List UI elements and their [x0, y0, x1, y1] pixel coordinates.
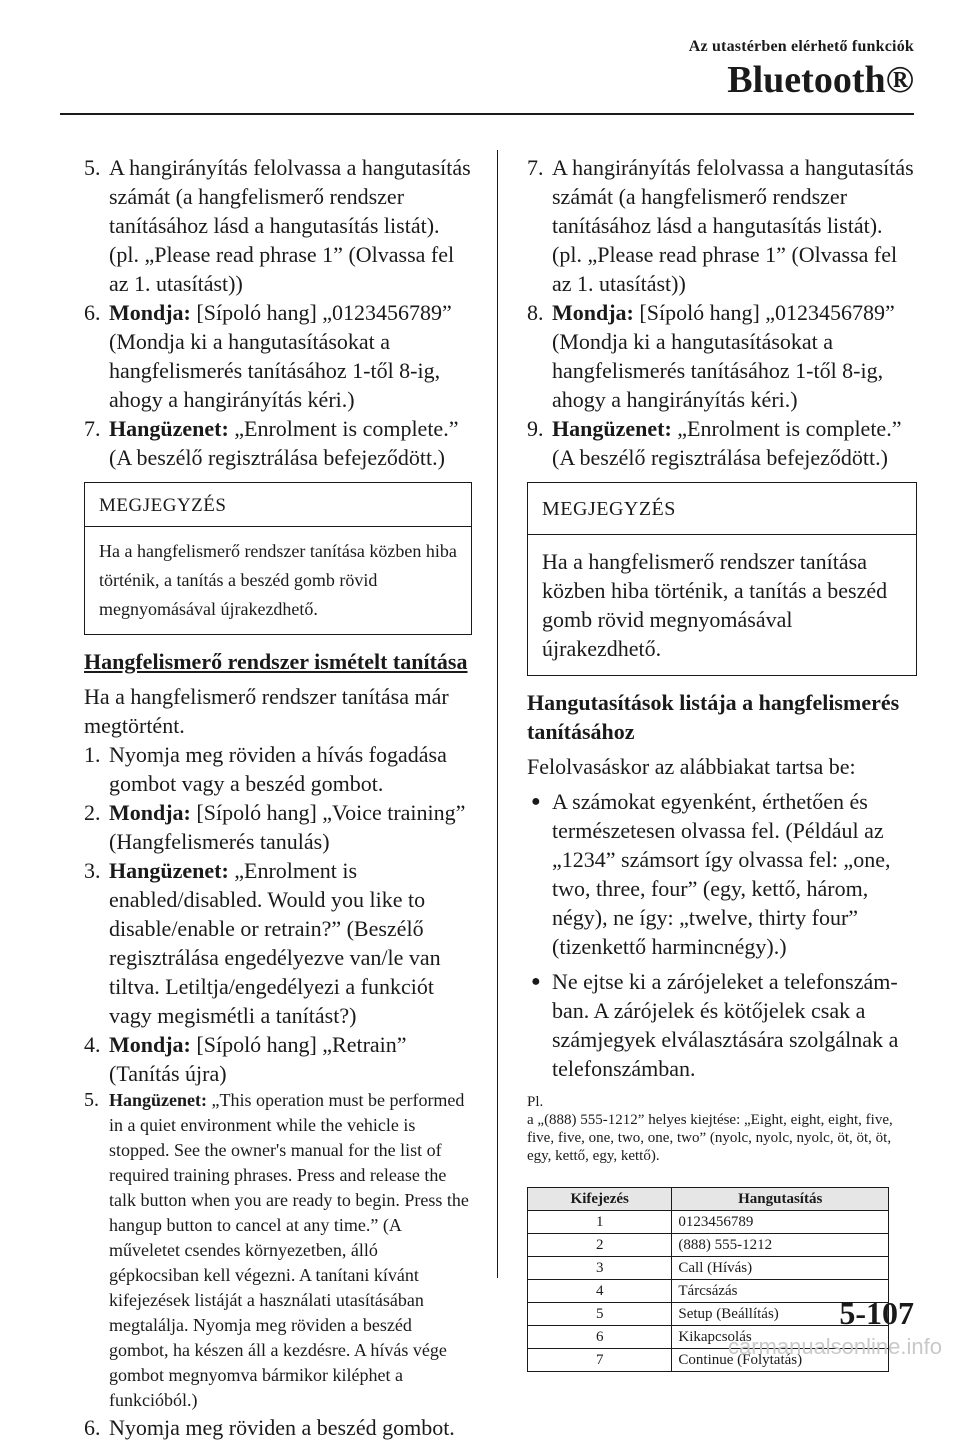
step-keyword: Hangüzenet: [552, 416, 672, 441]
step-item [84, 856, 472, 1030]
step-text: A hangirányítás felolvassa a hangutasítás számát (a hangfelismerő rendszer tanításához lásd a hangutasítás listát). (pl. „Please read phrase 1” (Olvassa fel az 1. utasítást)) [109, 155, 471, 296]
step-list-b [84, 740, 472, 1442]
step-item [84, 1088, 472, 1413]
step-text: [Sípoló hang] „Voice training” (Hangfelismerés tanulás) [109, 800, 466, 854]
step-text: A hangirányítás felolvassa a hangutasítás számát (a hangfelismerő rendszer tanításához lásd a hangutasítás listát). (pl. „Please read phrase 1” (Olvassa fel az 1. utasítást)) [552, 155, 914, 296]
retrain-heading: Hangfelismerő rendszer ismételt tanítása [84, 649, 468, 674]
table-cell: 4 [528, 1280, 672, 1303]
step-list-a [84, 153, 472, 472]
bullet-text: A számokat egyenként, érthetően és természetesen olvassa fel. (Például az „1234” számsort így olvassa fel: „one, two, three, four” (egy, kettő, három, négy), ne így: „twelve, thirty four” (tizenkettő harmincnégy).) [552, 789, 891, 959]
command-list-heading: Hangutasítások listája a hangfelismerés tanításához [527, 690, 900, 744]
step-keyword: Mondja: [109, 800, 191, 825]
bullet-item [527, 787, 917, 961]
page-number: 5-107 [839, 1295, 914, 1331]
table-row [528, 1280, 889, 1303]
table-cell: 6 [528, 1326, 672, 1349]
command-list-intro: Felolvasáskor az alábbiakat tartsa be: [527, 754, 856, 779]
step-number: 9. [527, 416, 544, 441]
right-column [527, 153, 917, 1372]
table-header-cell: Hangutasítás [672, 1188, 889, 1211]
step-text: „Enrolment is complete.” (A beszélő regisztrálása befejeződött.) [552, 416, 902, 470]
step-item [84, 298, 472, 414]
table-cell: 1 [528, 1211, 672, 1234]
table-cell: (888) 555-1212 [672, 1234, 889, 1257]
table-row [528, 1303, 889, 1326]
note-box [84, 482, 472, 635]
example-block [527, 1093, 917, 1165]
table-header-row [528, 1188, 889, 1211]
table-cell: Setup (Beállítás) [672, 1303, 889, 1326]
note-body: Ha a hangfelismerő rendszer tanítása közben hiba történik, a tanítás a beszéd gomb rövid megnyomásával újrakezdhető. [542, 549, 888, 661]
step-keyword: Hangüzenet: [109, 858, 229, 883]
step-number: 4. [84, 1032, 101, 1057]
watermark: carmanualsonline.info [727, 1334, 942, 1359]
bullet-dot-icon: ● [531, 973, 541, 990]
table-header-cell: Kifejezés [528, 1188, 672, 1211]
step-number: 2. [84, 800, 101, 825]
page-title: Bluetooth® [727, 59, 914, 101]
step-keyword: Mondja: [109, 300, 191, 325]
step-text: „This operation must be performed in a quiet environment while the vehicle is stopped. See the owner's manual for the list of required training phrases. Press and release the talk button when you are ready to begin. Press the hangup button to cancel at any time.” (A műveletet csendes környezetben, álló gépkocsiban kell végezni. A tanítani kívánt kifejezések listáját a használati utasításában megtalálja. Nyomja meg röviden a beszéd gombot, ha készen áll a kezdésre. A hívás vége gombot megnyomva bármikor kiléphet a funkcióból.) [109, 1090, 469, 1410]
table-cell: 2 [528, 1234, 672, 1257]
left-column [84, 153, 472, 1442]
step-text: Nyomja meg röviden a hívás fogadása gombot vagy a beszéd gombot. [109, 742, 447, 796]
step-item [84, 740, 472, 798]
step-item [527, 414, 917, 472]
note-body: Ha a hangfelismerő rendszer tanítása közben hiba történik, a tanítás a beszéd gomb rövid megnyomásával újrakezdhető. [99, 541, 457, 619]
table-cell: 0123456789 [672, 1211, 889, 1234]
note-box [527, 482, 917, 676]
table-cell: Call (Hívás) [672, 1257, 889, 1280]
column-divider [497, 150, 498, 1278]
step-item [84, 414, 472, 472]
step-number: 6. [84, 1415, 101, 1440]
header-section: Az utastérben elérhető funkciók [688, 38, 914, 55]
step-item [84, 1413, 472, 1442]
table-cell: 7 [528, 1349, 672, 1372]
table-cell: 5 [528, 1303, 672, 1326]
table-cell: 3 [528, 1257, 672, 1280]
step-keyword: Hangüzenet: [109, 416, 229, 441]
step-number: 3. [84, 858, 101, 883]
step-item [527, 298, 917, 414]
bullet-text: Ne ejtse ki a zárójeleket a telefonszám-ban. A zárójelek és kötőjelek csak a számjegyek elválasztására szolgálnak a telefonszámban. [552, 969, 899, 1081]
step-text: „Enrolment is complete.” (A beszélő regisztrálása befejeződött.) [109, 416, 459, 470]
header-rule [60, 113, 914, 115]
step-number: 1. [84, 742, 101, 767]
example-text: a „(888) 555-1212” helyes kiejtése: „Eight, eight, eight, five, five, five, one, two, one, two” (nyolc, nyolc, nyolc, öt, öt, öt, egy, kettő, egy, kettő). [527, 1112, 893, 1164]
table-row [528, 1234, 889, 1257]
note-title: MEGJEGYZÉS [85, 483, 471, 527]
table-cell: Tárcsázás [672, 1280, 889, 1303]
step-item [527, 153, 917, 298]
bullet-dot-icon: ● [531, 793, 541, 810]
table-cell: Kikapcsolás [672, 1326, 889, 1349]
step-text: „Enrolment is enabled/disabled. Would you like to disable/enable or retrain?” (Beszélő regisztrálása engedélyezve van/le van tiltva. Letiltja/engedélyezi a funkciót vagy megismétli a tanítást?) [109, 858, 441, 1028]
step-number: 6. [84, 300, 101, 325]
example-label: Pl. [527, 1094, 544, 1110]
step-number: 7. [84, 416, 101, 441]
step-item [84, 153, 472, 298]
retrain-intro: Ha a hangfelismerő rendszer tanítása már megtörtént. [84, 684, 449, 738]
step-keyword: Hangüzenet: [109, 1090, 207, 1110]
step-item [84, 798, 472, 856]
table-row [528, 1211, 889, 1234]
step-list-c [527, 153, 917, 472]
step-text: [Sípoló hang] „0123456789” (Mondja ki a hangutasításokat a hangfelismerés tanításához 1-től 8-ig, ahogy a hangirányítás kéri.) [109, 300, 452, 412]
table-row [528, 1257, 889, 1280]
step-number: 5. [84, 1089, 99, 1111]
bullet-item [527, 967, 917, 1083]
step-text: [Sípoló hang] „0123456789” (Mondja ki a hangutasításokat a hangfelismerés tanításához 1-től 8-ig, ahogy a hangirányítás kéri.) [552, 300, 895, 412]
note-title: MEGJEGYZÉS [528, 483, 916, 535]
step-number: 7. [527, 155, 544, 180]
step-text: [Sípoló hang] „Retrain” (Tanítás újra) [109, 1032, 407, 1086]
table-cell: Continue (Folytatás) [672, 1349, 889, 1372]
step-item [84, 1030, 472, 1088]
step-keyword: Mondja: [109, 1032, 191, 1057]
step-text: Nyomja meg röviden a beszéd gombot. [109, 1415, 455, 1440]
step-number: 8. [527, 300, 544, 325]
step-keyword: Mondja: [552, 300, 634, 325]
step-number: 5. [84, 155, 101, 180]
